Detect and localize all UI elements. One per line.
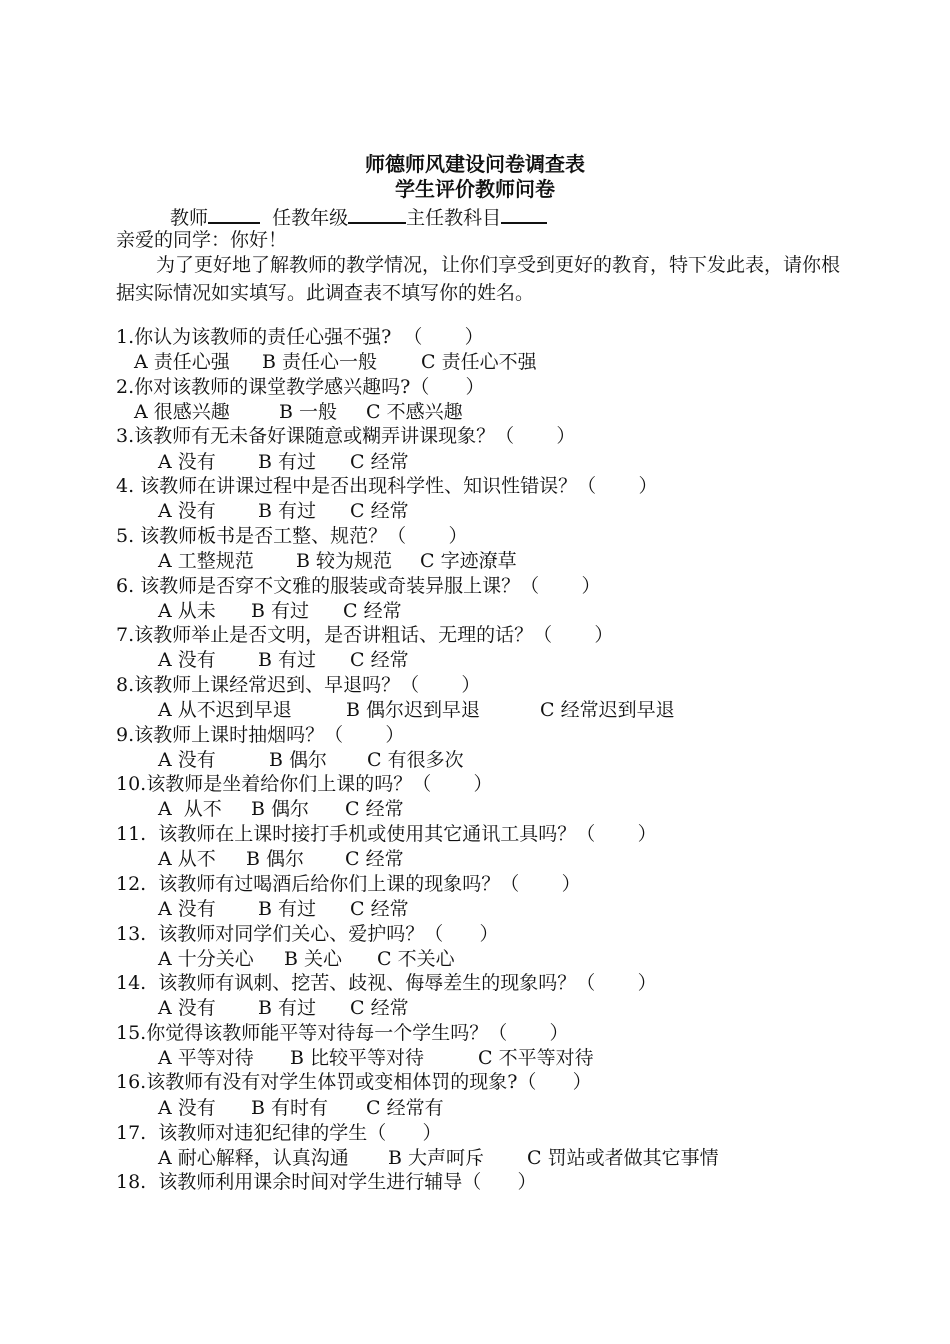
q10-option-c[interactable]: C 经常 [345,798,404,820]
q4-option-a[interactable]: A 没有 [158,500,216,522]
question-3: 3.该教师有无未备好课随意或糊弄讲课现象？（ ） [116,425,576,447]
q14-option-b[interactable]: B 有过 [258,997,317,1019]
question-15: 15.你觉得该教师能平等对待每一个学生吗？（ ） [116,1022,569,1044]
q6-option-b[interactable]: B 有过 [251,600,310,622]
q9-option-c[interactable]: C 有很多次 [367,749,464,771]
q12-option-b[interactable]: B 有过 [258,898,317,920]
greeting: 亲爱的同学：你好！ [116,229,288,251]
q15-option-b[interactable]: B 比较平等对待 [290,1047,425,1069]
q9-option-a[interactable]: A 没有 [158,749,216,771]
q1-option-a[interactable]: A 责任心强 [134,351,230,373]
grade-blank[interactable] [348,203,406,224]
teacher-label: 教师 [170,207,209,229]
question-13: 13. 该教师对同学们关心、爱护吗？（ ） [116,923,499,945]
q13-option-b[interactable]: B 关心 [284,948,343,970]
q3-option-a[interactable]: A 没有 [158,451,216,473]
q7-option-a[interactable]: A 没有 [158,649,216,671]
q14-option-a[interactable]: A 没有 [158,997,216,1019]
q1-option-c[interactable]: C 责任心不强 [421,351,537,373]
question-10: 10.该教师是坐着给你们上课的吗？（ ） [116,773,493,795]
q2-option-a[interactable]: A 很感兴趣 [134,401,230,423]
question-14: 14. 该教师有讽刺、挖苦、歧视、侮辱差生的现象吗？（ ） [116,972,657,994]
q6-option-a[interactable]: A 从未 [158,600,216,622]
q8-option-a[interactable]: A 从不迟到早退 [158,699,292,721]
q13-option-a[interactable]: A 十分关心 [158,948,254,970]
q4-option-b[interactable]: B 有过 [258,500,317,522]
q11-option-b[interactable]: B 偶尔 [246,848,305,870]
intro-paragraph: 为了更好地了解教师的教学情况，让你们享受到更好的教育，特下发此表，请你根据实际情况如实填写。此调查表不填写你的姓名。 [116,254,841,304]
q15-option-a[interactable]: A 平等对待 [158,1047,254,1069]
q17-option-c[interactable]: C 罚站或者做其它事情 [527,1147,719,1169]
q6-option-c[interactable]: C 经常 [343,600,402,622]
q5-option-c[interactable]: C 字迹潦草 [420,550,517,572]
q11-option-a[interactable]: A 从不 [158,848,216,870]
q4-option-c[interactable]: C 经常 [350,500,409,522]
q10-option-a[interactable]: A 从不 [158,798,222,820]
question-5: 5. 该教师板书是否工整、规范？（ ） [116,525,468,547]
q1-option-b[interactable]: B 责任心一般 [262,351,378,373]
grade-label: 任教年级 [272,207,349,229]
question-9: 9.该教师上课时抽烟吗？（ ） [116,724,405,746]
teacher-blank[interactable] [208,203,260,224]
q7-option-c[interactable]: C 经常 [350,649,409,671]
document-title: 师德师风建设问卷调查表 [365,152,585,176]
q9-option-b[interactable]: B 偶尔 [269,749,328,771]
q7-option-b[interactable]: B 有过 [258,649,317,671]
question-11: 11. 该教师在上课时接打手机或使用其它通讯工具吗？（ ） [116,823,657,845]
q12-option-a[interactable]: A 没有 [158,898,216,920]
question-1: 1.你认为该教师的责任心强不强? （ ） [116,326,484,348]
q3-option-b[interactable]: B 有过 [258,451,317,473]
q8-option-b[interactable]: B 偶尔迟到早退 [346,699,481,721]
question-16: 16.该教师有没有对学生体罚或变相体罚的现象?（ ） [116,1071,592,1093]
q3-option-c[interactable]: C 经常 [350,451,409,473]
q15-option-c[interactable]: C 不平等对待 [478,1047,594,1069]
q5-option-b[interactable]: B 较为规范 [296,550,393,572]
q2-option-c[interactable]: C 不感兴趣 [366,401,463,423]
q14-option-c[interactable]: C 经常 [350,997,409,1019]
question-2: 2.你对该教师的课堂教学感兴趣吗?（ ） [116,376,485,398]
question-12: 12. 该教师有过喝酒后给你们上课的现象吗？（ ） [116,873,581,895]
q13-option-c[interactable]: C 不关心 [377,948,455,970]
question-6: 6. 该教师是否穿不文雅的服装或奇装异服上课？（ ） [116,575,601,597]
q17-option-b[interactable]: B 大声呵斥 [388,1147,485,1169]
question-17: 17. 该教师对违犯纪律的学生（ ） [116,1122,442,1144]
question-4: 4. 该教师在讲课过程中是否出现科学性、知识性错误？（ ） [116,475,658,497]
q16-option-c[interactable]: C 经常有 [366,1097,444,1119]
q12-option-c[interactable]: C 经常 [350,898,409,920]
subject-blank[interactable] [501,203,547,224]
q2-option-b[interactable]: B 一般 [279,401,338,423]
q16-option-b[interactable]: B 有时有 [251,1097,329,1119]
q10-option-b[interactable]: B 偶尔 [251,798,310,820]
question-8: 8.该教师上课经常迟到、早退吗？（ ） [116,674,481,696]
q8-option-c[interactable]: C 经常迟到早退 [540,699,675,721]
q11-option-c[interactable]: C 经常 [345,848,404,870]
question-7: 7.该教师举止是否文明，是否讲粗话、无理的话？（ ） [116,624,614,646]
question-18: 18. 该教师利用课余时间对学生进行辅导（ ） [116,1171,537,1193]
q5-option-a[interactable]: A 工整规范 [158,550,254,572]
q17-option-a[interactable]: A 耐心解释，认真沟通 [158,1147,349,1169]
info-fields [170,203,547,231]
q16-option-a[interactable]: A 没有 [158,1097,216,1119]
document-subtitle: 学生评价教师问卷 [395,177,555,201]
subject-label: 主任教科目 [406,207,502,229]
